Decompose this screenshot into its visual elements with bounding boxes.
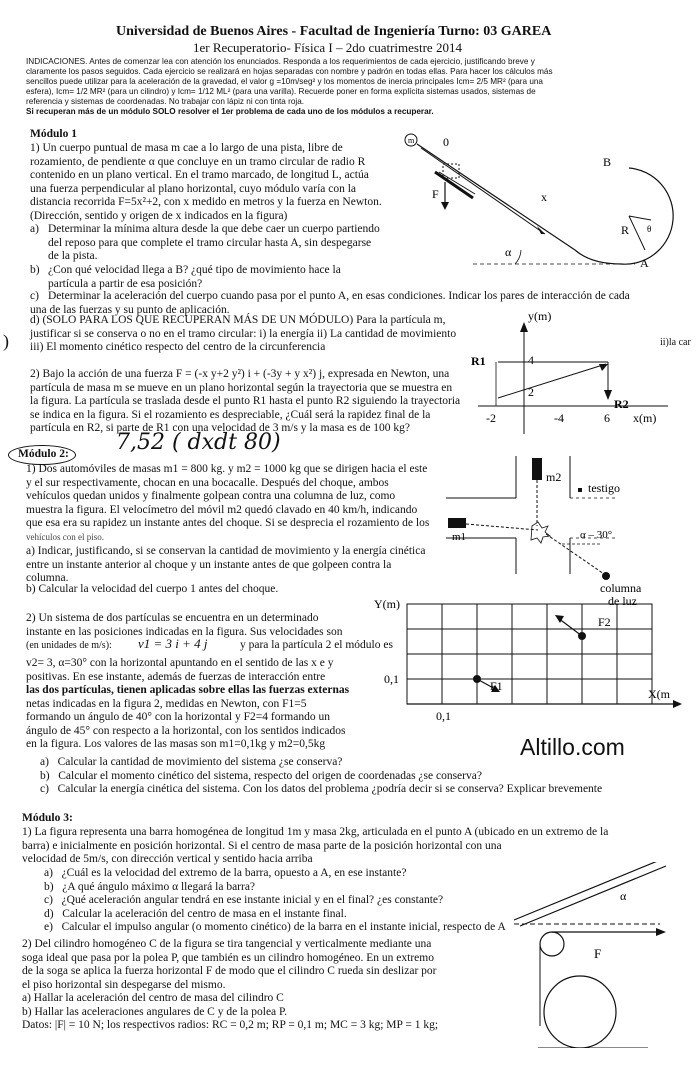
instructions-line: INDICACIONES. Antes de comenzar lea con atención los enunciados. Responda a los requerimientos de cada ejercicio, justificando breve y bbox=[26, 57, 535, 66]
m1-p1-d bbox=[30, 314, 456, 355]
item-line: del reposo para que complete el tramo circular hasta A, sin despegarse bbox=[48, 236, 372, 249]
m2-p1-line: y el sur respectivamente, chocan en una bocacalle. Después del choque, ambos bbox=[26, 476, 389, 489]
label-alpha: α bbox=[505, 245, 512, 259]
m3-p2-line: el piso horizontal sin despegarse del mismo. bbox=[22, 978, 226, 991]
grid-lines bbox=[407, 604, 652, 704]
m2-problem-2 bbox=[26, 612, 393, 752]
item-letter: b) bbox=[40, 769, 50, 782]
label-origin: 0 bbox=[443, 135, 449, 149]
testigo-dot bbox=[578, 488, 582, 492]
item-letter: c) bbox=[40, 783, 49, 795]
m1-d-line: iii) El momento cinético respecto del centro de la circunferencia bbox=[30, 341, 326, 353]
m2-p1-line: vehículos quedan unidos y finalmente golpean contra una columna de luz, como bbox=[26, 490, 396, 502]
m1-p1-line: rozamiento, de pendiente α que concluye en un tramo circular de radio R bbox=[30, 155, 366, 168]
item-text: Calcular el momento cinético del sistema, respecto del origen de coordenadas ¿se conserva? bbox=[58, 769, 482, 782]
circular-track bbox=[575, 168, 673, 264]
v2-intro: y para la partícula 2 el módulo es bbox=[240, 639, 393, 651]
m2-p2-line: positivas. En ese instante, además de fuerzas de interacción entre bbox=[26, 670, 326, 683]
m1-p1-line: 1) Un cuerpo puntual de masa m cae a lo largo de una pista, libre de bbox=[30, 142, 343, 154]
m2-a-line: a) Indicar, justificando, si se conservan la cantidad de movimiento y la energía cinética bbox=[26, 545, 426, 557]
m1-p1-line: una fuerza perpendicular al plano horizontal, cuyo módulo varía con la bbox=[30, 182, 357, 195]
m1-p2-line: se indica en la figura. Si el rozamiento es despreciable, ¿Cuál será la rapidez final de la bbox=[30, 408, 431, 421]
m2-problem-1 bbox=[26, 463, 429, 544]
pulley-P bbox=[540, 932, 564, 956]
tick-x-minus2: -2 bbox=[486, 411, 496, 425]
x-axis-line bbox=[421, 148, 545, 234]
m3-p1-line: barra) e inicialmente en posición horizontal. Si el centro de masa parte de la posición horizontal con una bbox=[22, 839, 502, 852]
label-de-luz: de luz bbox=[608, 594, 637, 606]
exam-subtitle: 1er Recuperatorio- Física I – 2do cuatrimestre 2014 bbox=[193, 40, 462, 55]
cylinder-C bbox=[544, 976, 616, 1048]
y-axis-label: y(m) bbox=[528, 309, 552, 323]
item-text: Calcular la cantidad de movimiento del sistema ¿se conserva? bbox=[57, 756, 343, 768]
item-letter: b) bbox=[30, 264, 40, 276]
instructions-line: sencillos puede utilizar para la aceleración de la gravedad, el valor g =10m/seg² y los momentos de inercia principales Icm= 2/5 MR² (para una bbox=[26, 77, 543, 86]
m2-p2-line: ángulo de 45° con respecto a la horizontal, con los sentidos indicados bbox=[26, 724, 346, 737]
m3-problem-2 bbox=[22, 938, 438, 1033]
label-F1: F1 bbox=[490, 679, 503, 693]
module-3-heading: Módulo 3: bbox=[22, 812, 73, 824]
item-text: ¿Qué aceleración angular tendrá en ese instante inicial y en el final? ¿es constante? bbox=[61, 894, 444, 906]
item-line: una de las fuerzas y su punto de aplicación. bbox=[30, 303, 230, 316]
label-R2: R2 bbox=[614, 397, 629, 411]
tick-y-01: 0,1 bbox=[384, 672, 399, 686]
m1-p2-line: la figura. La partícula se traslada desde el punto R1 hasta el punto R2 siguiendo la trayectoria bbox=[30, 395, 461, 407]
item-text: Calcular la aceleración del centro de masa en el instante final. bbox=[62, 907, 347, 920]
incline-track bbox=[417, 144, 575, 250]
m1-p2-line: partícula en R2, si parte de R1 con una velocidad de 3 m/s y la masa es de 100 kg? bbox=[30, 422, 411, 434]
m2-p2-line: 2) Un sistema de dos partículas se encuentra en un determinado bbox=[26, 612, 319, 624]
m2-p2-velocity-line bbox=[26, 636, 393, 657]
m2-a-line: columna. bbox=[26, 572, 69, 584]
item-line: Determinar la mínima altura desde la que debe caer un cuerpo partiendo bbox=[48, 223, 380, 235]
m3-p1-items bbox=[44, 867, 506, 935]
car-m1 bbox=[448, 518, 466, 528]
item-letter: a) bbox=[40, 756, 49, 768]
module-2-heading: Módulo 2: bbox=[18, 448, 69, 460]
item-letter: d) bbox=[44, 907, 54, 920]
label-F-force: F bbox=[594, 946, 602, 961]
instructions-line: esfera), Icm= 1/2 MR² (para un cilindro) y Icm= 1/12 ML² (para una varilla). Recuerde poner en forma explícita sistemas usados, sistemas de bbox=[26, 87, 536, 96]
tick-y-4: 4 bbox=[528, 353, 534, 367]
m3-p2-line: b) Hallar las aceleraciones angulares de C y de la polea P. bbox=[22, 1005, 288, 1018]
label-alpha-bar: α bbox=[620, 889, 627, 903]
label-R1: R1 bbox=[471, 354, 486, 368]
cylinder-pulley-figure bbox=[538, 922, 688, 1048]
instructions bbox=[26, 57, 553, 117]
m1-p1-line: distancia recorrida F=5x²+2, con x medido en metros y la fuerza en Newton. bbox=[30, 196, 382, 208]
m2-p2-line: netas indicadas en la figura 2, medidas en Newton, con F1=5 bbox=[26, 697, 307, 710]
item-letter: c) bbox=[30, 290, 39, 302]
item-letter: e) bbox=[44, 921, 53, 933]
tick-x-minus4: -4 bbox=[554, 411, 564, 425]
item-line: de la pista. bbox=[48, 250, 98, 262]
item-letter: a) bbox=[30, 223, 39, 235]
item-text: Calcular el impulso angular (o momento cinético) de la barra en el instante inicial, respecto de A bbox=[61, 921, 506, 933]
mass-label: m bbox=[408, 136, 415, 145]
item-line: ¿Con qué velocidad llega a B? ¿qué tipo de movimiento hace la bbox=[48, 264, 341, 276]
car-m2 bbox=[532, 458, 542, 480]
tick-y-2: 2 bbox=[528, 385, 534, 399]
handwritten-note: 7,52 ( dxdt 80) bbox=[116, 430, 281, 455]
x-axis-label: x(m) bbox=[633, 411, 657, 425]
m3-p2-line: 2) Del cilindro homogéneo C de la figura se tira tangencial y verticalmente mediante una bbox=[22, 938, 432, 950]
m3-p1-line: 1) La figura representa una barra homogénea de longitud 1m y masa 2kg, articulada en el punto A (ubicado en un extremo de la bbox=[22, 826, 609, 838]
intersection-figure bbox=[446, 456, 686, 606]
label-alpha-30: α – 30° bbox=[580, 529, 613, 541]
label-m2: m2 bbox=[546, 470, 562, 484]
item-line: partícula a partir de esa posición? bbox=[48, 277, 203, 290]
label-testigo: testigo bbox=[588, 481, 620, 495]
watermark: Altillo.com bbox=[520, 734, 625, 760]
label-x: x bbox=[541, 190, 547, 204]
item-line: Determinar la aceleración del cuerpo cuando pasa por el punto A, en esas condiciones. Indicar los pares de interacción de cada bbox=[48, 290, 630, 302]
m1-p1-line: contenido en un plano vertical. En el tramo marcado, de longitud L, actúa bbox=[30, 169, 369, 181]
m3-problem-1 bbox=[22, 826, 608, 867]
v1-formula: v1 = 3 i + 4 j bbox=[138, 636, 208, 651]
m2-p2-line: las dos partículas, tienen aplicadas sobre ellas las fuerzas externas bbox=[26, 684, 350, 696]
item-letter: b) bbox=[44, 880, 54, 893]
label-m1: m1 bbox=[452, 531, 467, 543]
m2-p1-line: vehículos con el piso. bbox=[26, 531, 104, 542]
m2-p1-line: que esa era su rapidez un instante antes del choque. Si se desprecia el rozamiento de los bbox=[26, 517, 430, 529]
tick-x-6: 6 bbox=[604, 411, 610, 425]
module-1-heading: Módulo 1 bbox=[30, 128, 77, 140]
m2-p2-line: v2= 3, α=30° con la horizontal apuntando en el sentido de las x e y bbox=[26, 657, 334, 669]
m2-p1-a bbox=[26, 545, 425, 586]
m3-p2-line: soga ideal que pasa por la polea P, que también es un cilindro homogéneo. En un extremo bbox=[22, 951, 434, 964]
instructions-line: referencia y sistemas de coordenadas. No trabajar con lápiz ni con tinta roja. bbox=[26, 97, 305, 106]
m2-p2-line: en la figura. Los valores de las masas son m1=0,1kg y m2=0,5kg bbox=[26, 738, 326, 750]
m1-p2-line: partícula de masa m se mueve en un plano horizontal según la trayectoria que se muestra en bbox=[30, 381, 453, 394]
item-letter: c) bbox=[44, 894, 53, 906]
item-letter: a) bbox=[44, 867, 53, 879]
m3-p2-line: a) Hallar la aceleración del centro de masa del cilindro C bbox=[22, 992, 284, 1004]
label-F: F bbox=[432, 187, 439, 201]
instructions-line: claramente los pasos seguidos. Cada ejercicio se realizará en hojas separadas con nombre y padrón en todas ellas. Para hacer los cálculos más bbox=[26, 67, 553, 76]
m2-a-line: entre un instante anterior al choque y un instante antes de que golpeen contra la bbox=[26, 558, 392, 571]
light-column bbox=[602, 572, 610, 580]
m2-p2-items bbox=[40, 756, 602, 797]
m3-p2-line: de la soga se aplica la fuerza horizontal F de modo que el cilindro C rueda sin deslizar por bbox=[22, 965, 437, 977]
grid-x-label: X(m bbox=[648, 687, 670, 701]
m2-p1-line: muestra la figura. El velocímetro del móvil m2 quedó clavado en 40 km/h, indicando bbox=[26, 503, 418, 516]
collision-burst bbox=[531, 522, 550, 543]
label-F2: F2 bbox=[598, 615, 611, 629]
instructions-bold: Si recuperan más de un módulo SOLO resolver el 1er problema de cada uno de los módulos a recuperar. bbox=[26, 107, 434, 116]
trajectory-path bbox=[498, 364, 606, 398]
incline-loop-figure bbox=[395, 130, 680, 280]
particles-grid-figure bbox=[372, 594, 700, 724]
item-text: ¿A qué ángulo máximo α llegará la barra? bbox=[62, 880, 256, 893]
label-columna: columna bbox=[600, 581, 642, 595]
m1-d-line: d) (SOLO PARA LOS QUE RECUPERAN MÁS DE UN MÓDULO) Para la partícula m, bbox=[30, 314, 446, 326]
m1-problem-1 bbox=[30, 142, 382, 223]
item-text: ¿Cuál es la velocidad del extremo de la barra, opuesto a A, en ese instante? bbox=[61, 867, 407, 879]
exam-title: Universidad de Buenos Aires - Facultad de Ingeniería Turno: 03 GAREA bbox=[116, 24, 552, 39]
m2-p2-line: formando un ángulo de 40° con la horizontal y F2=4 formando un bbox=[26, 711, 330, 723]
trajectory-figure bbox=[468, 308, 700, 448]
label-B: B bbox=[603, 155, 612, 169]
m1-p2-line: 2) Bajo la acción de una fuerza F = (-x y+2 y²) i + (-3y + y x²) j, expresada en Newton, una bbox=[30, 368, 450, 380]
rod-edge bbox=[520, 866, 666, 926]
label-A: A bbox=[640, 256, 649, 270]
grid-y-label: Y(m) bbox=[374, 597, 400, 611]
margin-mark: ) bbox=[3, 331, 9, 351]
label-R: R bbox=[621, 223, 630, 237]
cut-text: ii)la car bbox=[660, 337, 691, 348]
m2-p1-line: 1) Dos automóviles de masas m1 = 800 kg. y m2 = 1000 kg que se dirigen hacia el este bbox=[26, 463, 428, 475]
units-text: (en unidades de m/s): bbox=[26, 640, 112, 651]
tick-x-01: 0,1 bbox=[436, 709, 451, 723]
m3-p1-line: velocidad de 5m/s, con dirección vertical y sentido hacia arriba bbox=[22, 853, 313, 865]
m1-problem-2 bbox=[30, 368, 460, 436]
m3-p2-line: Datos: |F| = 10 N; los respectivos radios: RC = 0,2 m; RP = 0,1 m; MC = 3 kg; MP = 1 kg; bbox=[22, 1019, 439, 1031]
m1-p1-line: (Dirección, sentido y origen de x indicados en la figura) bbox=[30, 209, 288, 222]
item-text: Calcular la energía cinética del sistema. Con los datos del problema ¿podría decir si se conserva? Explicar brevemente bbox=[57, 783, 603, 795]
m1-d-line: justificar si se conserva o no en el tramo circular: i) la energía ii) La cantidad de movimiento bbox=[30, 327, 457, 340]
label-theta: θ bbox=[647, 224, 652, 234]
m2-p2-line: instante en las posiciones indicadas en la figura. Sus velocidades son bbox=[26, 625, 343, 638]
m2-p1-b: b) Calcular la velocidad del cuerpo 1 antes del choque. bbox=[26, 583, 279, 595]
